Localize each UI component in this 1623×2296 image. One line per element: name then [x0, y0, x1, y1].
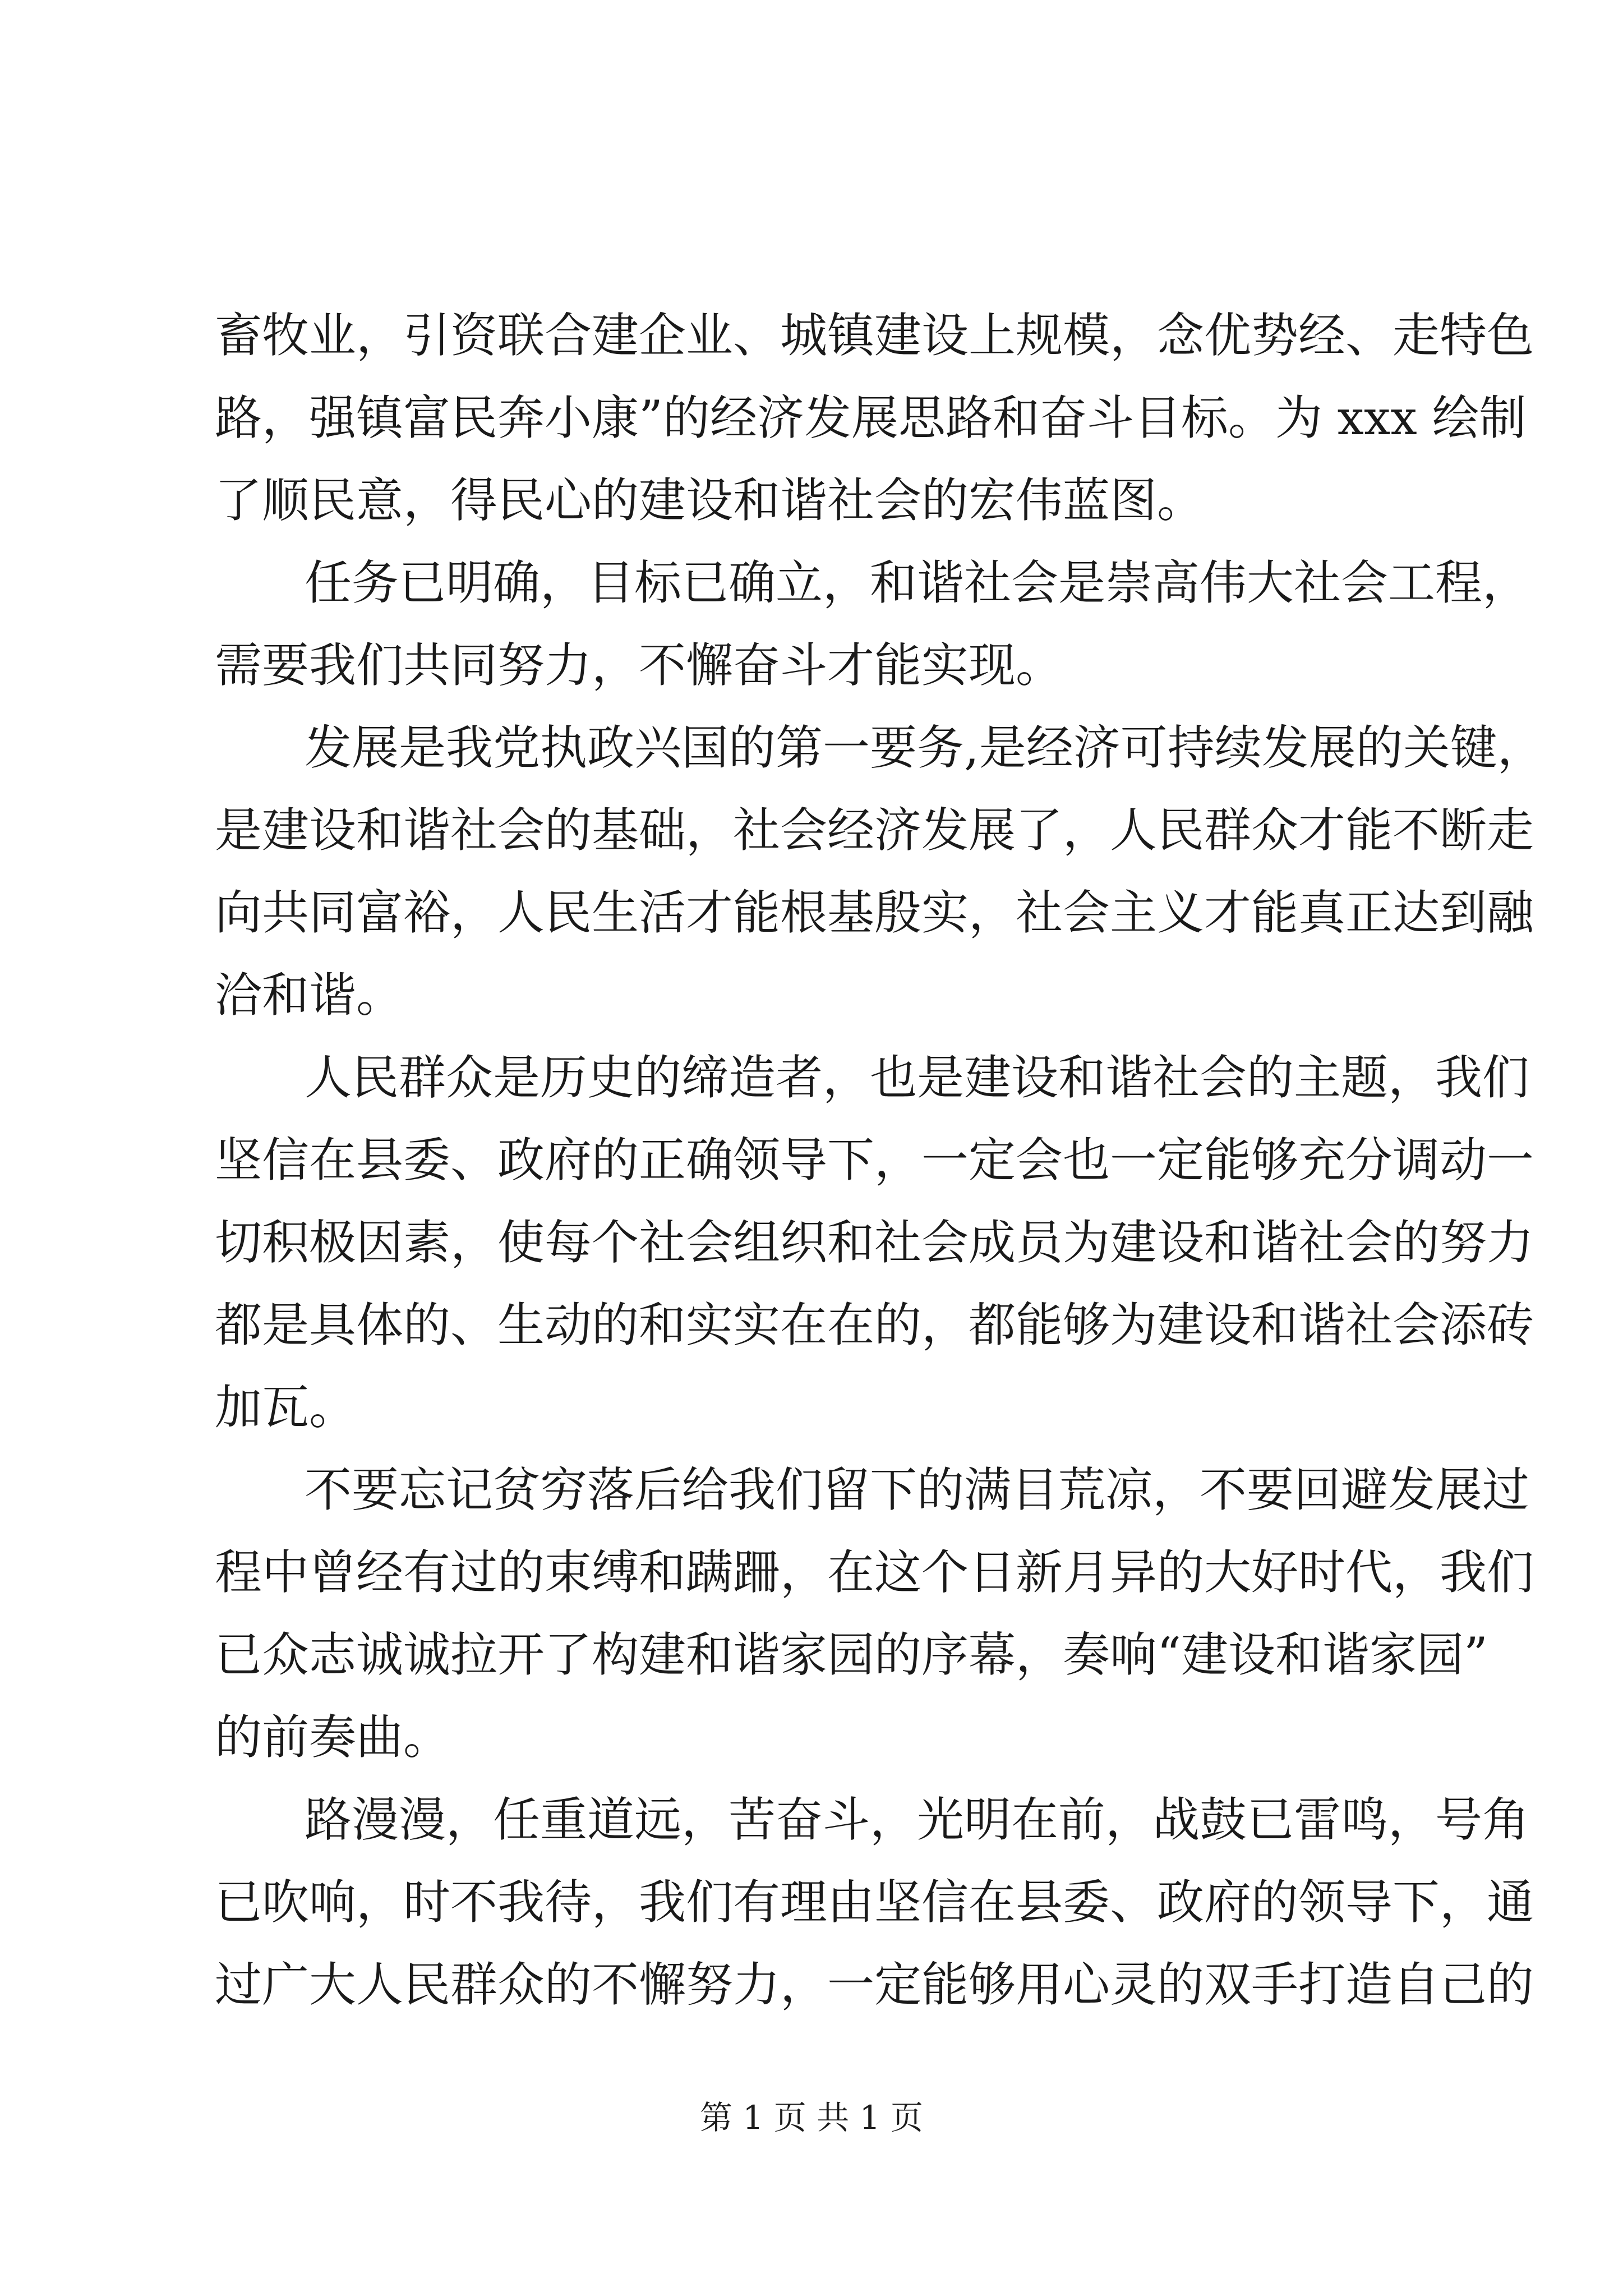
text-line: 任务已明确，目标已确立，和谐社会是崇高伟大社会工程，: [305, 555, 1530, 610]
text-line: 已众志诚诚拉开了构建和谐家园的序幕，奏响“建设和谐家园”: [215, 1627, 1488, 1682]
text-line: 畜牧业，引资联合建企业、城镇建设上规模，念优势经、走特色: [215, 308, 1534, 363]
text-line: 坚信在县委、政府的正确领导下，一定会也一定能够充分调动一: [215, 1133, 1534, 1188]
text-line: 是建设和谐社会的基础，社会经济发展了，人民群众才能不断走: [215, 803, 1534, 858]
text-line: 切积极因素，使每个社会组织和社会成员为建设和谐社会的努力: [215, 1215, 1534, 1270]
text-line: 过广大人民群众的不懈努力，一定能够用心灵的双手打造自己的: [215, 1957, 1534, 2012]
text-line: 路漫漫，任重道远，苦奋斗，光明在前，战鼓已雷鸣，号角: [305, 1792, 1530, 1847]
text-line: 发展是我党执政兴国的第一要务,是经济可持续发展的关键，: [305, 720, 1544, 775]
text-line: 加瓦。: [215, 1380, 357, 1435]
text-line: 的前奏曲。: [215, 1710, 451, 1765]
text-line: 向共同富裕，人民生活才能根基殷实，社会主义才能真正达到融: [215, 885, 1534, 940]
text-line: 需要我们共同努力，不懈奋斗才能实现。: [215, 638, 1063, 693]
text-line: 人民群众是历史的缔造者，也是建设和谐社会的主题，我们: [305, 1050, 1530, 1105]
text-line: 洽和谐。: [215, 968, 404, 1023]
page-footer: 第 1 页 共 1 页: [700, 2099, 923, 2137]
text-line: 都是具体的、生动的和实实在在的，都能够为建设和谐社会添砖: [215, 1297, 1534, 1352]
text-line: 不要忘记贫穷落后给我们留下的满目荒凉，不要回避发展过: [305, 1462, 1530, 1517]
text-line: 了顺民意，得民心的建设和谐社会的宏伟蓝图。: [215, 473, 1205, 528]
text-line: 已吹响，时不我待，我们有理由坚信在县委、政府的领导下，通: [215, 1875, 1534, 1930]
text-line: 程中曾经有过的束缚和蹒跚，在这个日新月异的大好时代，我们: [215, 1545, 1534, 1600]
document-body: [215, 295, 1544, 2026]
text-line: 路，强镇富民奔小康”的经济发展思路和奋斗目标。为 xxx 绘制: [215, 390, 1527, 445]
